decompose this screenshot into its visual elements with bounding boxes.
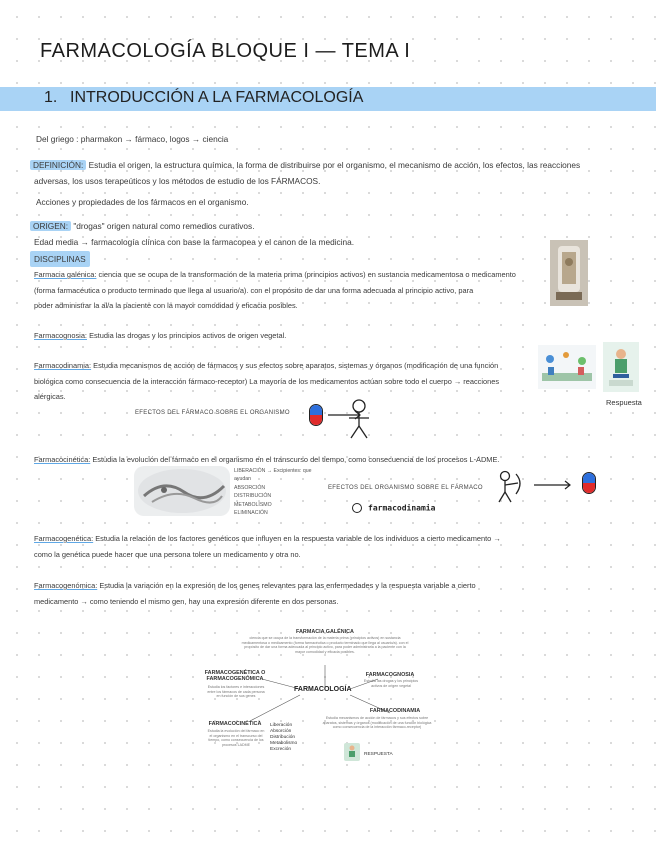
farmacocinetica-term: Farmacocinética: [34, 455, 91, 464]
diagram-gnosia-title: FARMACOGNOSIA [365, 672, 415, 678]
farmacognosia-block [34, 328, 286, 344]
diagram-cinetica-text: Estudia la evolución del fármaco en el organismo en el transcurso del tiempo, como consecuencia de los procesos LADME [207, 729, 265, 747]
organ-sketch-icon [134, 466, 230, 516]
adme-item: METABOLISMO [234, 501, 272, 508]
pill-icon [582, 472, 596, 494]
receptor-diagram-icon [538, 345, 596, 389]
farmacogenomica-block [34, 578, 554, 609]
definicion-block [30, 157, 590, 189]
diagram-cinetica-title: FARMACOCINÉTICA [208, 721, 262, 727]
diagram-respuesta-label: RESPUESTA [364, 752, 393, 757]
adme-item: ABSORCIÓN [234, 484, 266, 491]
origen-line2: Edad media → farmacología clínica con base la farmacopea y el canon de la medicina. [34, 237, 355, 247]
section-heading [44, 89, 363, 107]
origen-block [30, 218, 590, 250]
farmacogenomica-line2: medicamento → como teniendo el mismo gen, hay una expresión diferente en dos personas. [34, 596, 339, 606]
farmacodinamia-line2: biológica como consecuencia de la interacción fármaco-receptor) La mayoría de los medicamentos actúan sobre todo el cuerpo → reacciones [34, 376, 500, 386]
diagram-adme-item: Excreción [270, 747, 292, 752]
diagram-dinamia-text: Estudia mecanismos de acción de fármacos y sus efectos sobre aparatos, sistemas y órganos (modificación de una función biológica como consecuencia de la interacción fármaco-receptor) [322, 716, 432, 730]
definicion-label: DEFINICIÓN: [30, 160, 86, 170]
farmacognosia-term: Farmacognosia: [34, 331, 87, 340]
farmacodinamia-caption: EFECTOS DEL FÁRMACO SOBRE EL ORGANISMO [135, 410, 290, 416]
disciplinas-heading [30, 251, 90, 267]
galenica-line1: ciencia que se ocupa de la transformación de la materia prima (principios activos) en sustancia medicamentosa o medicamento [98, 270, 516, 279]
adme-item: LIBERACIÓN → Excipientes: que ayudan [234, 468, 312, 483]
diagram-adme-item: Distribución [270, 735, 296, 740]
section-title: INTRODUCCIÓN A LA FARMACOLOGÍA [70, 89, 364, 106]
person-response-icon [344, 743, 360, 761]
circle-bullet-icon [352, 503, 362, 513]
archer-figure-icon [494, 470, 526, 504]
galenica-term: Farmacia galénica: [34, 270, 97, 279]
definicion-line2: adversas, los usos terapeúticos y los métodos de estudio de los FÁRMACOS. [34, 176, 321, 186]
farmacogenetica-line1: Estudia la relación de los factores genéticos que influyen en la respuesta variable de los individuos a cierto medicamento → [95, 534, 501, 543]
farmacognosia-line1: Estudia las drogas y los principios activos de origen vegetal. [89, 331, 287, 340]
diagram-adme-item: Metabolismo [270, 741, 298, 746]
farmacodinamia-diagram-image [538, 345, 596, 389]
galenica-line3: poder administrar la al/a la paciente con la mayor comodidad y eficacia posibles. [34, 301, 298, 310]
section-number: 1. [44, 89, 58, 106]
farmacocinetica-caption: EFECTOS DEL ORGANISMO SOBRE EL FÁRMACO [328, 485, 483, 491]
adme-item: DISTRIBUCIÓN [234, 493, 272, 500]
diagram-gnosia-text: Estudia las drogas y los principios activos de origen vegetal [363, 679, 419, 688]
diagram-adme-item: Absorción [270, 729, 292, 734]
farmacogenetica-term: Farmacogenética: [34, 534, 94, 543]
respuesta-image [603, 342, 639, 392]
farmacodinamia-block [34, 358, 534, 405]
farmacogenomica-line1: Estudia la variación en la expresión de los genes relevantes para las enfermedades y la respuesta variable a cierto [99, 581, 476, 590]
farmacogenetica-block [34, 531, 554, 562]
farmacocinetica-block [34, 452, 554, 468]
galenica-line2: (forma farmacéutica o producto terminado que llega al usuario/a). con el propósito de dar una forma adecuada al principio activo, para [34, 285, 474, 295]
pharmacokinetics-image [134, 466, 230, 516]
definicion-line1: Estudia el origen, la estructura química, la forma de distribuirse por el organismo, el mecanismo de acción, los efectos, las reacciones [88, 160, 581, 170]
person-response-icon [603, 342, 639, 392]
origen-label: ORIGEN: [30, 221, 71, 231]
farmacodinamia-line1: Estudia mecanismos de acción de fármacos y sus efectos sobre aparatos, sistemas y órganos (modificación de una función [93, 361, 499, 370]
diagram-galenica-title: FARMACIA GALÉNICA [296, 629, 354, 635]
disciplinas-label: DISCIPLINAS [30, 251, 90, 267]
galenica-photo [550, 240, 588, 306]
diagram-respuesta-image [344, 743, 360, 761]
diagram-adme-item: Liberación [270, 723, 293, 728]
diagram-genetica-text: Estudia los factores e interacciones entre los fármacos de cada persona en función de sus genes [207, 685, 265, 699]
diagram-dinamia-title: FARMACODINAMIA [369, 708, 421, 714]
farmacogenomica-term: Farmacogenómica: [34, 581, 98, 590]
galenica-block [34, 267, 544, 314]
arrow-right-icon [532, 478, 576, 492]
lab-equipment-image [550, 240, 588, 306]
origen-line1: "drogas" origen natural como remedios curativos. [73, 221, 255, 231]
stick-figure-icon [344, 398, 374, 440]
diagram-galenica-text: ciencia que se ocupa de la transformación de la materia prima (principios activos) en sustancia medicamentosa o medicamento (forma farmacéutica o producto terminado que llega al usuario/a). con el propósito de dar una forma adecuada al principio activo, para poder administrarla a la paciente con la mayor comodidad y eficacia posibles. [241, 636, 409, 654]
farmacodinamia-line3: alérgicas. [34, 392, 66, 401]
diagram-genetica-title: FARMACOGENÉTICA O FARMACOGENÓMICA [204, 670, 266, 682]
adme-list [234, 467, 324, 517]
handwritten-label: farmacodinamia [368, 503, 436, 513]
diagram-center-title: FARMACOLOGÍA [294, 686, 352, 693]
farmacodinamia-handwritten [352, 503, 435, 513]
farmacocinetica-line1: Estudia la evolución del fármaco en el organismo en el transcurso del tiempo, como consecuencia de los procesos L-ADME. [92, 455, 500, 464]
acciones-line: Acciones y propiedades de los fármacos en el organismo. [36, 197, 249, 207]
pill-icon [309, 404, 323, 426]
farmacodinamia-term: Farmacodinamia: [34, 361, 92, 370]
diagram-adme-list [270, 723, 297, 753]
adme-item: ELIMINACIÓN [234, 510, 268, 517]
farmacogenetica-line2: como la genética puede hacer que una persona tolere un medicamento y otra no. [34, 549, 301, 559]
respuesta-label: Respuesta [606, 398, 642, 407]
page-title: FARMACOLOGÍA BLOQUE I — TEMA I [40, 40, 411, 62]
etymology-line: Del griego : pharmakon → fármaco, logos → ciencia [36, 134, 229, 144]
concept-diagram [200, 625, 450, 775]
